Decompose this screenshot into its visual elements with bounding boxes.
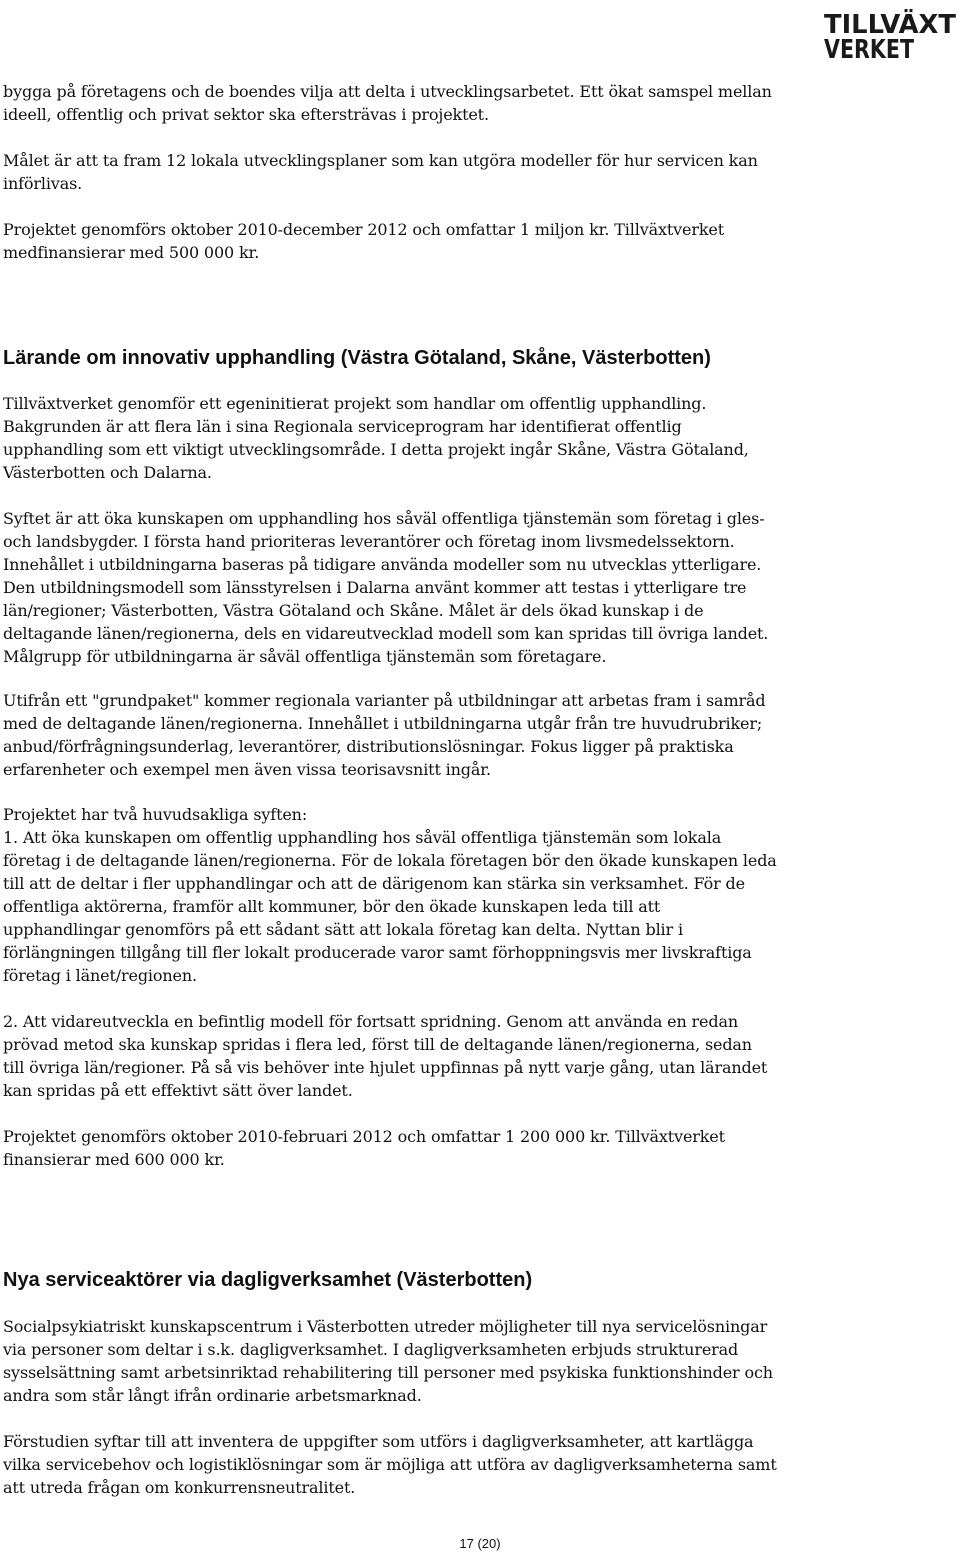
section1-paragraph-3: Utifrån ett "grundpaket" kommer regionala varianter på utbildningar att arbetas fram i samråd med de deltagande länen/regionerna. Innehållet i utbildningarna utgår från tre huvudrubriker; anbud/förfrågningsunderlag, leverantörer, distributionslösningar. Fokus ligger på praktiska erfarenheter och exempel men även vissa teorisavsnitt ingår. [3, 691, 766, 779]
section1-paragraph-1: Tillväxtverket genomför ett egeninitierat projekt som handlar om offentlig upphandling. Bakgrunden är att flera län i sina Regionala serviceprogram har identifierat offentlig upphandling som ett viktigt utvecklingsområde. I detta projekt ingår Skåne, Västra Götaland, Västerbotten och Dalarna. [3, 394, 749, 482]
logo-line-1: TILLVÄXT [824, 10, 958, 40]
tillvaxtverket-logo [812, 4, 958, 62]
section2-paragraph-2: Förstudien syftar till att inventera de uppgifter som utförs i dagligverksamheter, att kartlägga vilka servicebehov och logistiklösningar som är möjliga att utföra av dagligverksamheterna samt att utreda frågan om konkurrensneutralitet. [3, 1432, 777, 1497]
section2-paragraph-1: Socialpsykiatriskt kunskapscentrum i Västerbotten utreder möjligheter till nya servicelösningar via personer som deltar i s.k. dagligverksamhet. I dagligverksamheten erbjuds strukturerad sysselsättning samt arbetsinriktad rehabilitering till personer med psykiska funktionshinder och andra som står långt ifrån ordinarie arbetsmarknad. [3, 1317, 773, 1405]
intro-paragraph-3: Projektet genomförs oktober 2010-december 2012 och omfattar 1 miljon kr. Tillväxtverket medfinansierar med 500 000 kr. [3, 220, 724, 262]
logo-graphic [812, 4, 958, 62]
intro-paragraph-1: bygga på företagens och de boendes vilja att delta i utvecklingsarbetet. Ett ökat samspel mellan ideell, offentlig och privat sektor ska eftersträvas i projektet. [3, 82, 772, 124]
section1-paragraph-2: Syftet är att öka kunskapen om upphandling hos såväl offentliga tjänstemän som företag i gles- och landsbygder. I första hand prioriteras leverantörer och företag inom livsmedelssektorn. Innehållet i utbildningarna baseras på tidigare använda modeller som nu utvecklas ytterligare. Den utbildningsmodell som länsstyrelsen i Dalarna använt kommer att testas i ytterligare tre län/regioner; Västerbotten, Västra Götaland och Skåne. Målet är dels ökad kunskap i de deltagande länen/regionerna, dels en vidareutvecklad modell som kan spridas till övriga landet. Målgrupp för utbildningarna är såväl offentliga tjänstemän som företagare. [3, 509, 769, 666]
section-heading-upphandling: Lärande om innovativ upphandling (Västra Götaland, Skåne, Västerbotten) [3, 347, 711, 369]
intro-paragraph-2: Målet är att ta fram 12 lokala utvecklingsplaner som kan utgöra modeller för hur servicen kan införlivas. [3, 151, 758, 193]
section1-paragraph-4: Projektet har två huvudsakliga syften: 1. Att öka kunskapen om offentlig upphandling hos såväl offentliga tjänstemän som lokala företag i de deltagande länen/regionerna. För de lokala företagen bör den ökade kunskapen leda till att de deltar i fler upphandlingar och att de därigenom kan stärka sin verksamhet. För de offentliga aktörerna, framför allt kommuner, bör den ökade kunskapen leda till att upphandlingar genomförs på ett sådant sätt att lokala företag kan delta. Nyttan blir i förlängningen tillgång till fler lokalt producerade varor samt förhoppningsvis mer livskraftiga företag i länet/regionen. [3, 805, 777, 985]
logo-line-2: VERKET [824, 35, 915, 62]
section-heading-dagligverksamhet: Nya serviceaktörer via dagligverksamhet (Västerbotten) [3, 1269, 533, 1291]
page-number: 17 (20) [459, 1536, 501, 1551]
section1-paragraph-5: 2. Att vidareutveckla en befintlig modell för fortsatt spridning. Genom att använda en redan prövad metod ska kunskap spridas i flera led, först till de deltagande länen/regionerna, sedan till övriga län/regioner. På så vis behöver inte hjulet uppfinnas på nytt varje gång, utan lärandet kan spridas på ett effektivt sätt över landet. [3, 1012, 768, 1100]
section1-paragraph-6: Projektet genomförs oktober 2010-februari 2012 och omfattar 1 200 000 kr. Tillväxtverket finansierar med 600 000 kr. [3, 1127, 725, 1169]
